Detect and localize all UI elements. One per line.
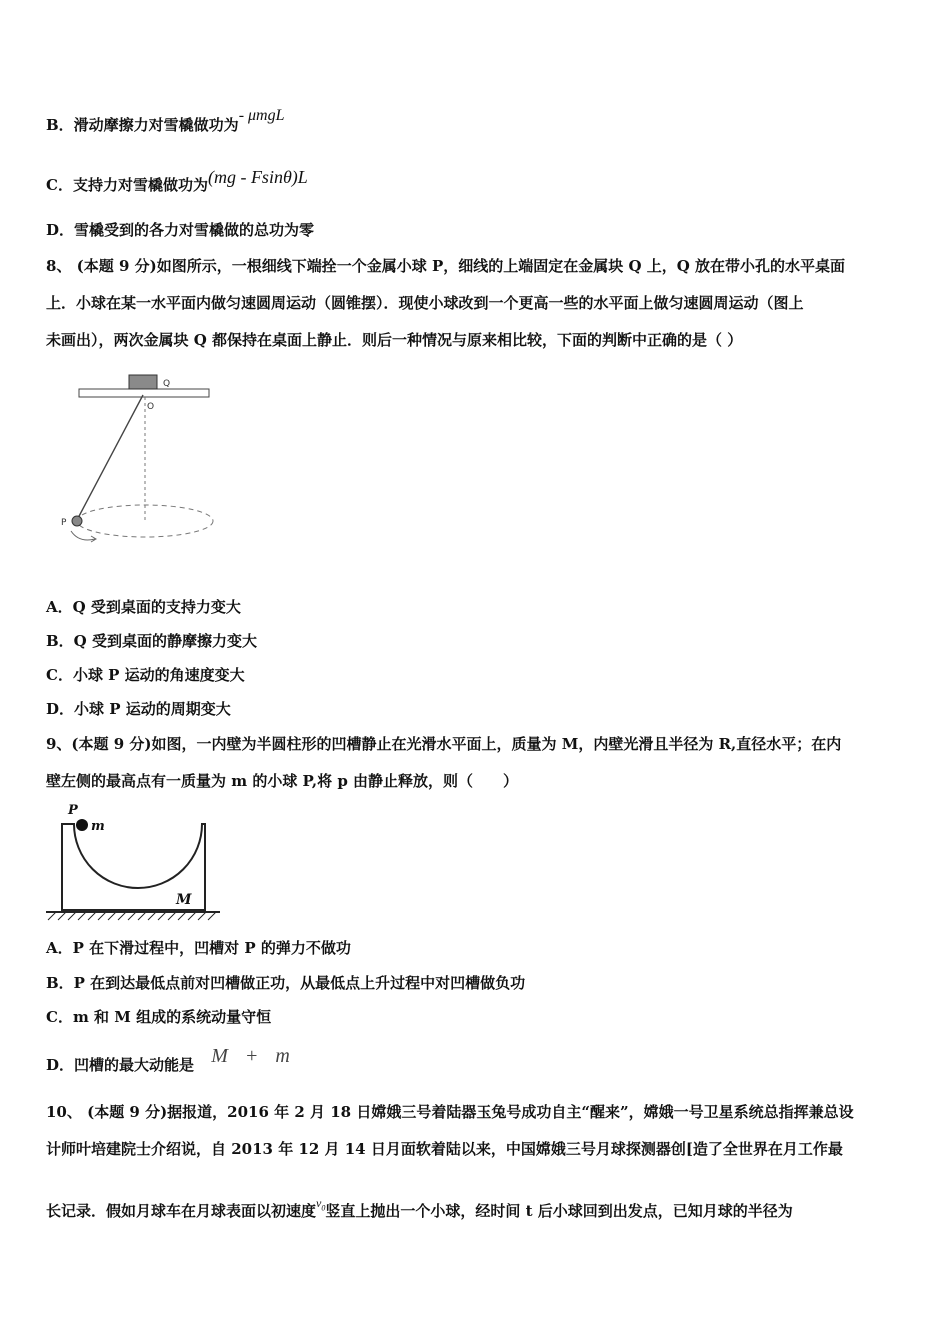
- q8-stem-line-1: 8、 (本题 9 分)如图所示，一根细线下端拴一个金属小球 P，细线的上端固定在金属块 Q 上，Q 放在带小孔的水平桌面: [46, 257, 846, 275]
- ground-hatching: [48, 912, 216, 920]
- orbit-ellipse: [77, 505, 213, 537]
- q7-option-c-formula: (mg - Fsinθ)L: [207, 167, 308, 187]
- q7-option-d: D．雪橇受到的各力对雪橇做的总功为零: [46, 221, 315, 239]
- q7-option-c: C．支持力对雪橇做功为(mg - Fsinθ)L: [46, 167, 308, 194]
- q9-option-d-formula: M + m: [211, 1045, 296, 1067]
- table-surface: [79, 389, 209, 397]
- ball-p: [72, 516, 82, 526]
- q9-option-c: C．m 和 M 组成的系统动量守恒: [46, 1008, 272, 1026]
- initial-velocity-symbol: v0: [316, 1201, 326, 1213]
- q10-stem-line-2: 计师叶培建院士介绍说，自 2013 年 12 月 14 日月面软着陆以来，中国嫦娥三号月球探测器创[造了全世界在月工作最: [46, 1140, 843, 1158]
- label-p: P: [68, 803, 78, 818]
- q9-stem-line-2: 壁左侧的最高点有一质量为 m 的小球 P,将 p 由静止释放，则（ ）: [46, 772, 519, 790]
- q9-option-b: B．P 在到达最低点前对凹槽做正功，从最低点上升过程中对凹槽做负功: [46, 974, 526, 992]
- label-p: P: [61, 518, 67, 528]
- q10-stem-line-3: 长记录．假如月球车在月球表面以初速度$^{v_0}$竖直上抛出一个小球，经时间 t 后小球回到出发点，已知月球的半径为: [46, 1201, 908, 1227]
- q8-stem-line-2: 上．小球在某一水平面内做匀速圆周运动（圆锥摆）．现使小球改到一个更高一些的水平面上做匀速圆周运动（图上: [46, 294, 804, 312]
- ball-p-mass-m: [76, 819, 88, 831]
- q9-option-a: A．P 在下滑过程中，凹槽对 P 的弹力不做功: [46, 939, 351, 957]
- q7-option-b-formula: - μmgL: [238, 107, 285, 124]
- q8-option-a: A．Q 受到桌面的支持力变大: [46, 598, 241, 616]
- q7-option-b: B．滑动摩擦力对雪橇做功为- μmgL: [46, 107, 285, 134]
- q9-stem-line-1: 9、(本题 9 分)如图，一内壁为半圆柱形的凹槽静止在光滑水平面上，质量为 M，内壁光滑且半径为 R,直径水平；在内: [46, 735, 842, 753]
- q8-stem-line-3: 未画出），两次金属块 Q 都保持在桌面上静止．则后一种情况与原来相比较，下面的判断中正确的是（ ）: [46, 331, 743, 349]
- q9-groove-figure: [44, 800, 224, 925]
- q10-stem-line-1: 10、 (本题 9 分)据报道，2016 年 2 月 18 日嫦娥三号着陆器玉兔号成功自主“醒来”，嫦娥一号卫星系统总指挥兼总设: [46, 1103, 854, 1121]
- label-m-large: M: [176, 892, 192, 908]
- string: [77, 395, 143, 520]
- metal-block-q: [129, 375, 157, 389]
- q8-conical-pendulum-figure: [55, 365, 225, 555]
- q8-option-d: D．小球 P 运动的周期变大: [46, 700, 231, 718]
- q8-option-b: B．Q 受到桌面的静摩擦力变大: [46, 632, 257, 650]
- q9-option-d: D．凹槽的最大动能是 M + m: [46, 1045, 296, 1074]
- label-o: O: [147, 402, 155, 412]
- rotation-arrow: [71, 531, 95, 540]
- q8-option-c: C．小球 P 运动的角速度变大: [46, 666, 245, 684]
- label-q: Q: [163, 379, 171, 389]
- label-m-small: m: [91, 819, 105, 834]
